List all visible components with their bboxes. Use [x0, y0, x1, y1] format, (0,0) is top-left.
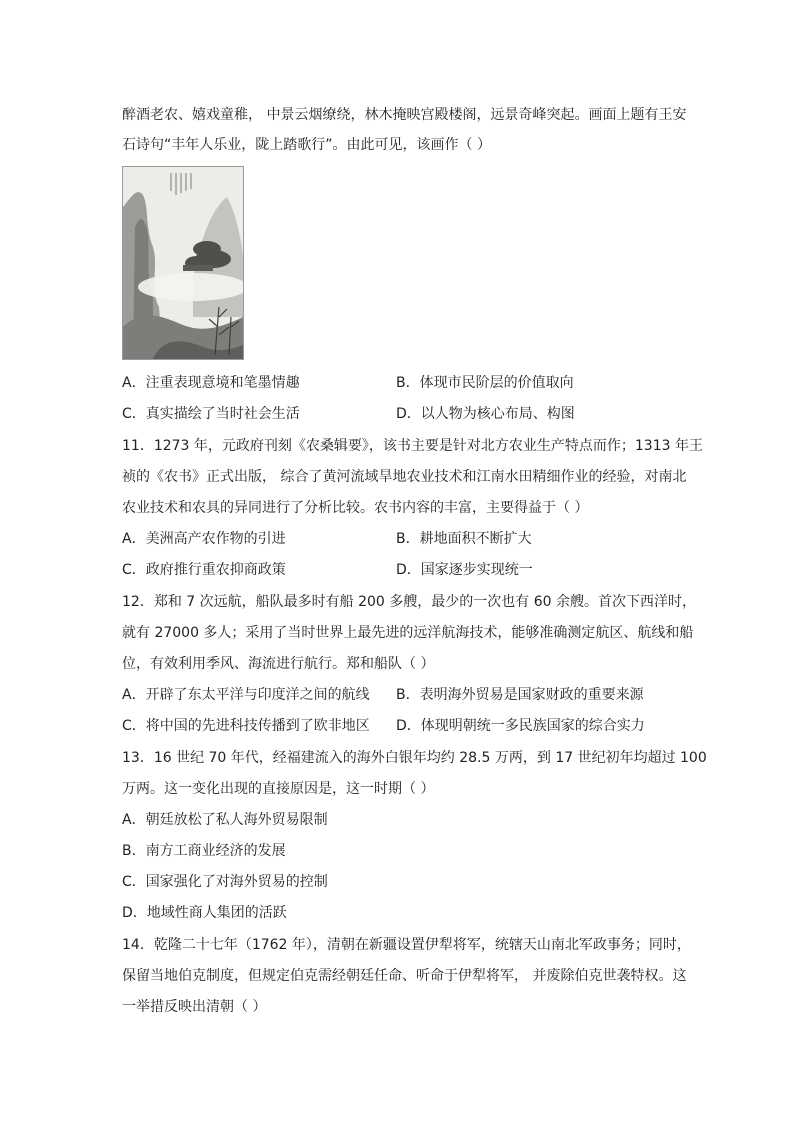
landscape-painting-image: [122, 166, 244, 360]
q11-option-b[interactable]: B．耕地面积不断扩大: [396, 531, 532, 547]
q10-option-b[interactable]: B．体现市民阶层的价值取向: [396, 375, 574, 391]
q14-stem-line-1: 14．乾隆二十七年（1762 年），清朝在新疆设置伊犁将军，统辖天山南北军政事务；同时，: [122, 937, 691, 953]
q11-option-d[interactable]: D．国家逐步实现统一: [396, 562, 533, 578]
q12-stem-line-3: 位，有效利用季风、海流进行航行。郑和船队（ ）: [122, 656, 435, 672]
q11-stem-line-2: 祯的《农书》正式出版， 综合了黄河流域旱地农业技术和江南水田精细作业的经验，对南北: [122, 469, 687, 485]
q13-option-d[interactable]: D．地域性商人集团的活跃: [122, 905, 287, 921]
q12-option-a[interactable]: A．开辟了东太平洋与印度洋之间的航线: [122, 687, 370, 703]
q11-option-a[interactable]: A．美洲高产农作物的引进: [122, 531, 286, 547]
q13-option-b[interactable]: B．南方工商业经济的发展: [122, 843, 286, 859]
q11-stem-line-1: 11．1273 年，元政府刊刻《农桑辑要》，该书主要是针对北方农业生产特点而作；1313 年王: [122, 438, 703, 454]
q12-stem-line-1: 12．郑和 7 次远航，船队最多时有船 200 多艘，最少的一次也有 60 余艘。首次下西洋时，: [122, 594, 696, 610]
q13-stem-line-1: 13．16 世纪 70 年代，经福建流入的海外白银年均约 28.5 万两，到 17 世纪初年均超过 100: [122, 750, 707, 766]
q10-stem-line-1: 醉酒老农、嬉戏童稚， 中景云烟缭绕，林木掩映宫殿楼阁，远景奇峰突起。画面上题有王安: [122, 107, 687, 123]
q12-stem-line-2: 就有 27000 多人；采用了当时世界上最先进的远洋航海技术，能够准确测定航区、航线和船: [122, 625, 694, 641]
q10-option-a[interactable]: A．注重表现意境和笔墨情趣: [122, 375, 300, 391]
q10-option-c[interactable]: C．真实描绘了当时社会生活: [122, 406, 300, 422]
q13-stem-line-2: 万两。这一变化出现的直接原因是，这一时期（ ）: [122, 781, 435, 797]
q10-stem-line-2: 石诗句“丰年人乐业，陇上踏歌行”。由此可见，该画作（ ）: [122, 137, 491, 153]
q11-stem-line-3: 农业技术和农具的异同进行了分析比较。农书内容的丰富，主要得益于（ ）: [122, 500, 589, 516]
q14-stem-line-2: 保留当地伯克制度，但规定伯克需经朝廷任命、听命于伊犁将军， 并废除伯克世袭特权。这: [122, 968, 687, 984]
q13-option-a[interactable]: A．朝廷放松了私人海外贸易限制: [122, 812, 328, 828]
q11-option-c[interactable]: C．政府推行重农抑商政策: [122, 562, 286, 578]
q12-option-c[interactable]: C．将中国的先进科技传播到了欧非地区: [122, 718, 370, 734]
q12-option-b[interactable]: B．表明海外贸易是国家财政的重要来源: [396, 687, 644, 703]
q13-option-c[interactable]: C．国家强化了对海外贸易的控制: [122, 874, 328, 890]
q12-option-d[interactable]: D．体现明朝统一多民族国家的综合实力: [396, 718, 645, 734]
q14-stem-line-3: 一举措反映出清朝（ ）: [122, 999, 267, 1015]
q10-option-d[interactable]: D．以人物为核心布局、构图: [396, 406, 575, 422]
